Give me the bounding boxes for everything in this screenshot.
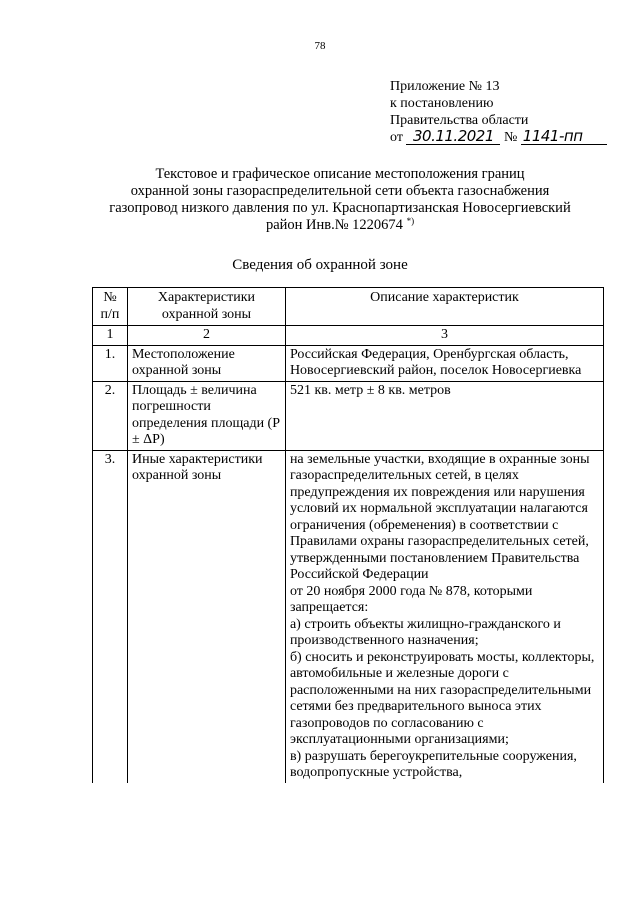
from-label: от	[390, 130, 403, 145]
handwritten-number: 1141-пп	[521, 129, 607, 145]
row-number: 3.	[93, 450, 128, 783]
list-item-c: в) разрушать берегоукрепительные сооружения, водопропускные устройства,	[289, 748, 577, 780]
number-label: №	[503, 130, 518, 145]
row-description: Российская Федерация, Оренбургская область, Новосергиевский район, поселок Новосергиевка	[285, 345, 603, 381]
title-line-1: Текстовое и графическое описание местоположения границ	[155, 166, 525, 182]
appendix-line-1: Приложение № 13	[390, 79, 500, 94]
row-description: 521 кв. метр ± 8 кв. метров	[285, 381, 603, 450]
document-title	[80, 166, 600, 234]
list-item-b: б) сносить и реконструировать мосты, коллекторы, автомобильные и железные дороги с расположенными на них газораспределительными сетями без предварительного выноса этих газопроводов по согласованию с эксплуатационными организациями;	[289, 649, 595, 747]
table-row	[93, 345, 604, 381]
row-characteristic: Площадь ± величина погрешности определения площади (P ± ΔP)	[127, 381, 285, 450]
header-characteristic: Характеристики охранной зоны	[127, 288, 285, 326]
description-paragraph: от 20 ноября 2000 года № 878, которыми запрещается:	[289, 583, 533, 615]
appendix-line-3: Правительства области	[390, 113, 529, 128]
row-characteristic: Иные характеристики охранной зоны	[127, 450, 285, 783]
section-subtitle: Сведения об охранной зоне	[232, 257, 408, 273]
table-row	[93, 381, 604, 450]
table-index-row	[93, 326, 604, 346]
header-number: № п/п	[93, 288, 128, 326]
index-cell: 3	[285, 326, 603, 346]
row-number: 1.	[93, 345, 128, 381]
title-line-3: газопровод низкого давления по ул. Краснопартизанская Новосергиевский	[109, 200, 571, 216]
index-cell: 1	[93, 326, 128, 346]
row-description	[285, 450, 603, 783]
index-cell: 2	[127, 326, 285, 346]
list-item-a: а) строить объекты жилищно-гражданского и производственного назначения;	[289, 616, 561, 648]
appendix-line-2: к постановлению	[390, 96, 494, 111]
handwritten-date: 30.11.2021	[406, 129, 500, 145]
row-characteristic: Местоположение охранной зоны	[127, 345, 285, 381]
page-number: 78	[314, 40, 326, 52]
description-paragraph: на земельные участки, входящие в охранные зоны газораспределительных сетей, в целях предупреждения их повреждения или нарушения условий их нормальной эксплуатации налагаются ограничения (обременения) в соответствии с Правилами охраны газораспределительных сетей, утвержденными постановлением Правительства Российской Федерации	[289, 451, 590, 582]
protection-zone-table	[92, 287, 604, 783]
header-description: Описание характеристик	[285, 288, 603, 326]
appendix-header	[390, 78, 607, 146]
table-header-row	[93, 288, 604, 326]
title-line-2: охранной зоны газораспределительной сети объекта газоснабжения	[130, 183, 550, 199]
row-number: 2.	[93, 381, 128, 450]
title-line-4	[80, 217, 600, 234]
appendix-line-4	[390, 129, 607, 146]
footnote-mark: *)	[406, 216, 415, 226]
table-row	[93, 450, 604, 783]
title-line-4-text: район Инв.№ 1220674	[265, 217, 403, 233]
